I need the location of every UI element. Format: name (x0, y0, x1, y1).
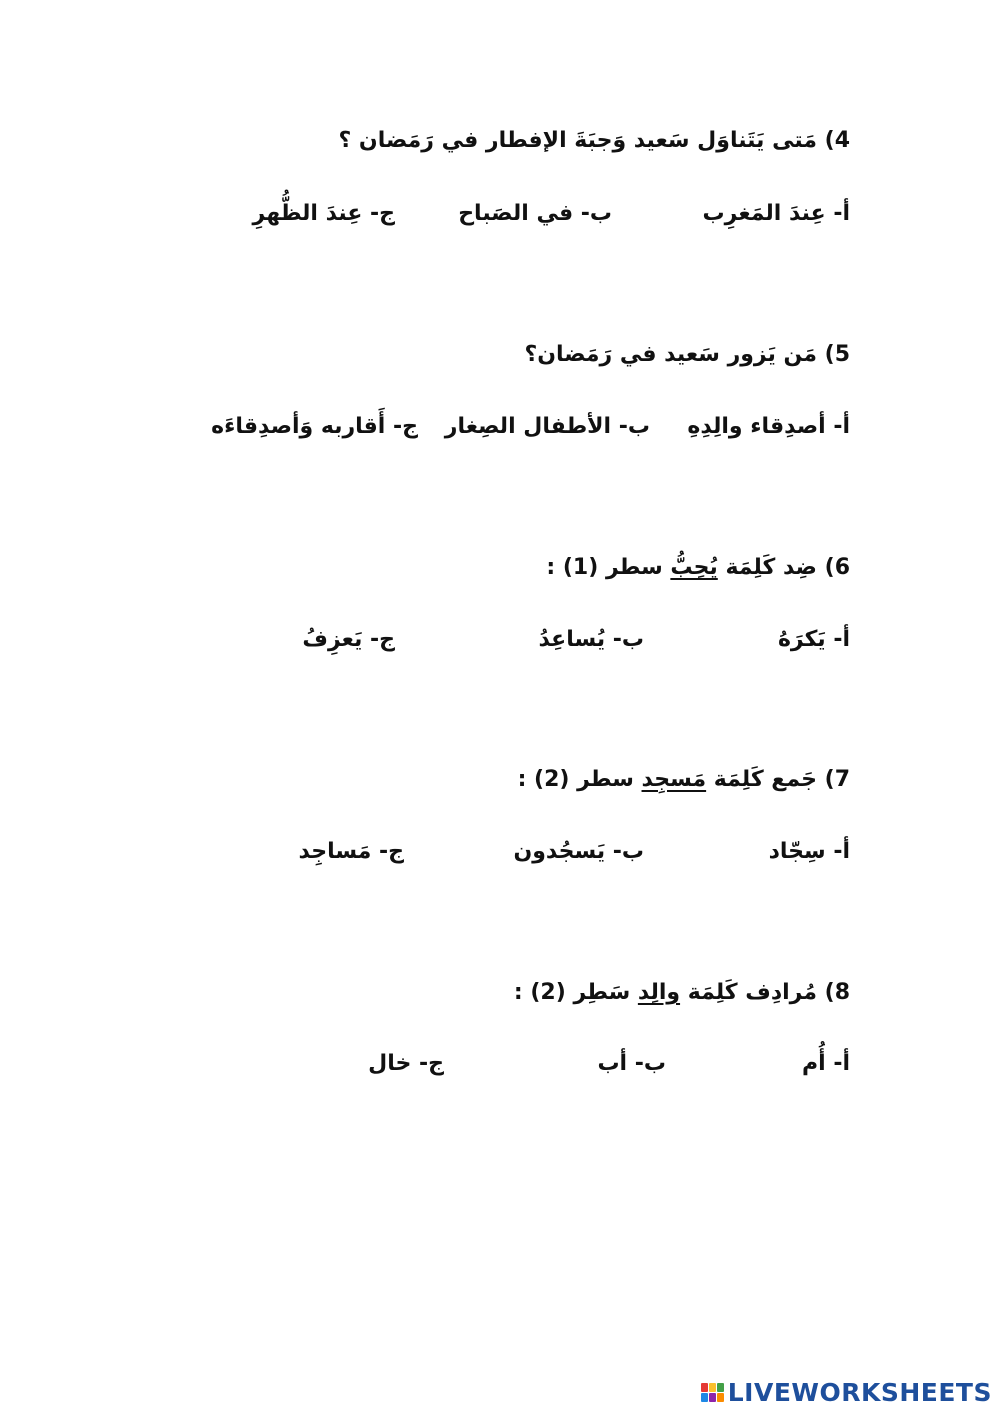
liveworksheets-logo[interactable] (701, 1378, 992, 1406)
question-6-text-after: سطر (1) : (546, 555, 663, 580)
question-4-option-c[interactable]: ج- عِندَ الظُّهرِ (252, 201, 395, 226)
question-5-option-b[interactable]: ب- الأطفال الصِغار (444, 414, 650, 439)
liveworksheets-logo-icon (701, 1383, 724, 1402)
question-6-option-a[interactable]: أ- يَكرَهُ (777, 627, 850, 652)
question-7-text-before: جَمع كَلِمَة (713, 767, 817, 792)
liveworksheets-logo-text: LIVEWORKSHEETS (727, 1377, 992, 1407)
question-5-number: 5) (824, 342, 850, 367)
question-4-number: 4) (824, 128, 850, 153)
question-6-option-c[interactable]: ج- يَعزِفُ (302, 627, 395, 652)
question-8-text-before: مُرادِف كَلِمَة (687, 980, 817, 1005)
question-4-option-b[interactable]: ب- في الصَباح (458, 201, 612, 226)
question-6 (546, 555, 850, 580)
question-6-text-before: ضِد كَلِمَة (725, 555, 817, 580)
question-7 (518, 767, 850, 792)
question-8-keyword: والِد (637, 980, 681, 1005)
question-8-option-c[interactable]: ج- خال (368, 1051, 444, 1076)
question-6-number: 6) (824, 555, 850, 580)
question-8-text-after: سَطِر (2) : (513, 980, 631, 1005)
question-4-option-a[interactable]: أ- عِندَ المَغرِب (702, 201, 850, 226)
question-7-number: 7) (824, 767, 850, 792)
question-7-option-c[interactable]: ج- مَساجِد (298, 839, 404, 864)
question-5 (524, 342, 850, 367)
question-6-keyword: يُحِبُّ (670, 555, 718, 580)
question-7-keyword: مَسجِد (641, 767, 707, 792)
question-8 (514, 980, 850, 1005)
question-4 (339, 128, 850, 153)
question-5-text: مَن يَزور سَعيد في رَمَضان؟ (524, 342, 817, 367)
question-6-option-b[interactable]: ب- يُساعِدُ (538, 627, 644, 652)
question-7-option-b[interactable]: ب- يَسجُدون (513, 839, 644, 864)
question-8-option-b[interactable]: ب- أب (597, 1051, 666, 1076)
question-8-option-a[interactable]: أ- أُم (802, 1051, 850, 1076)
question-5-option-c[interactable]: ج- أَقاربه وَأصدِقاءَه (211, 414, 418, 439)
question-4-text: مَتى يَتَناوَل سَعيد وَجبَةَ الإفطار في رَمَضان ؟ (338, 128, 817, 153)
question-5-option-a[interactable]: أ- أصدِقاء والِدِهِ (687, 414, 850, 439)
question-7-option-a[interactable]: أ- سِجّاد (768, 839, 850, 864)
question-8-number: 8) (824, 980, 850, 1005)
question-7-text-after: سطر (2) : (517, 767, 634, 792)
